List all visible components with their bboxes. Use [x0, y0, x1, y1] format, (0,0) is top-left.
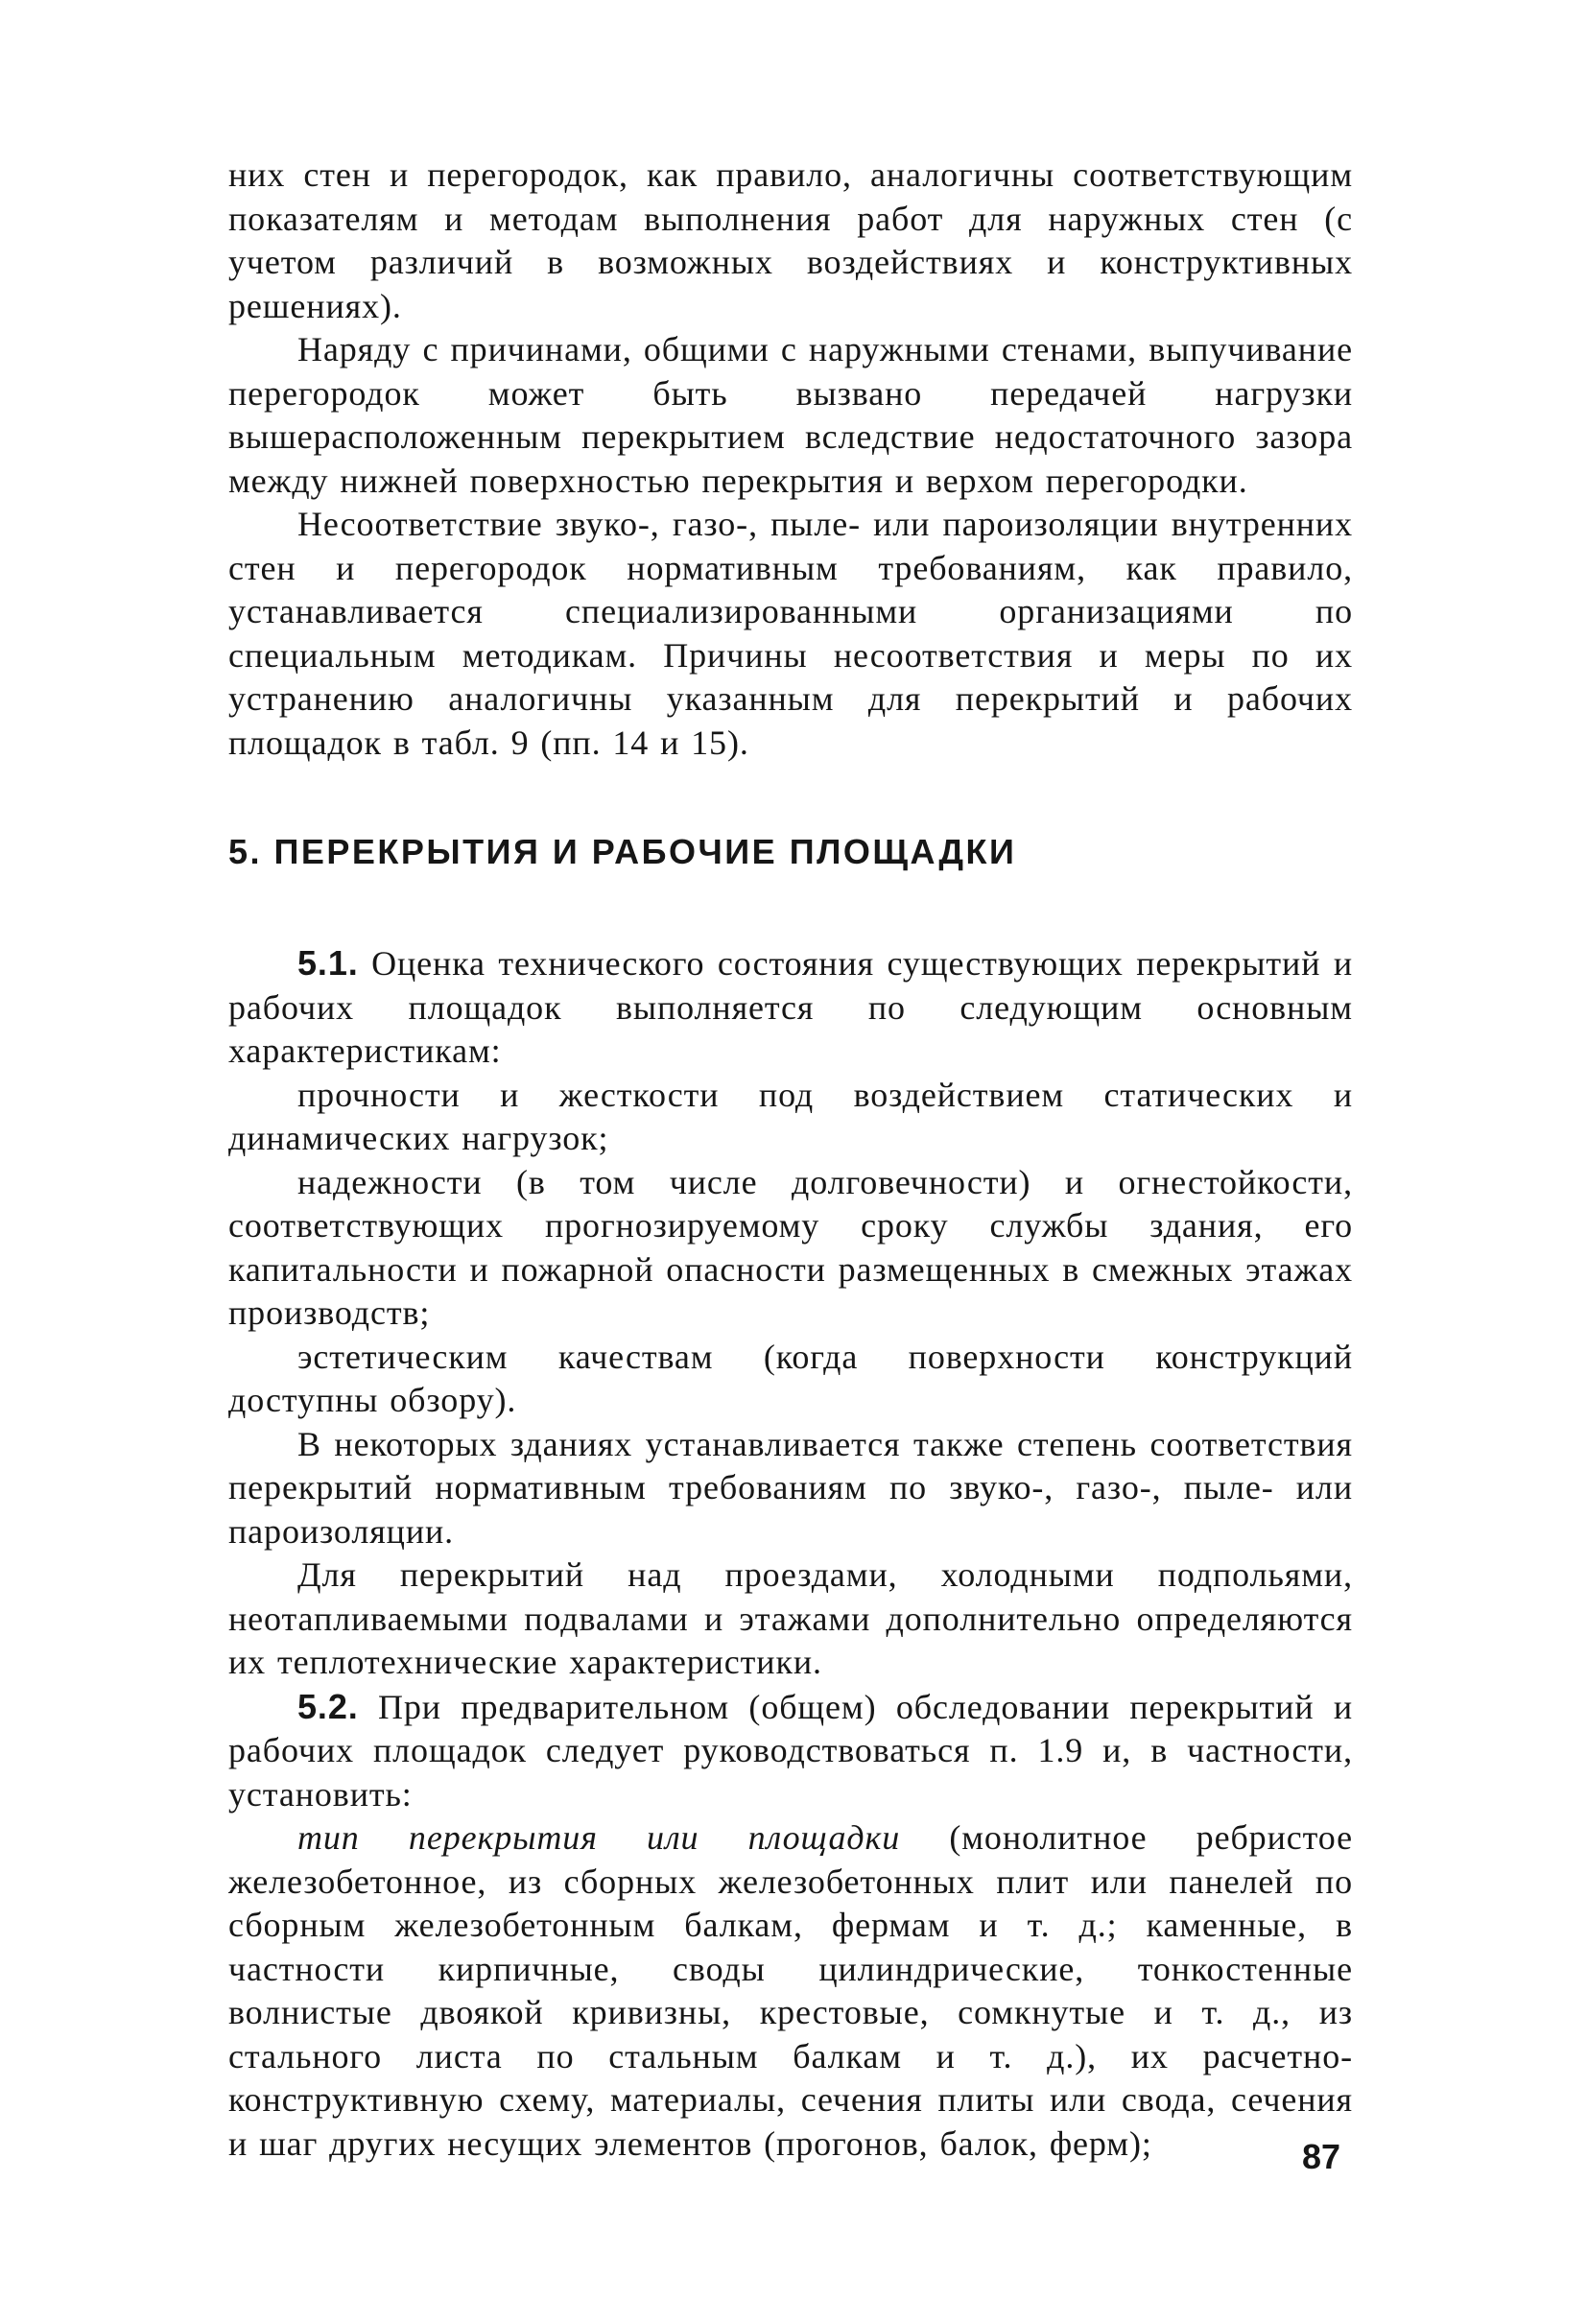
list-item-reliability: надежности (в том числе долговечности) и огнестойкости, соответствующих прогнозируемому сроку службы здания, его капитальности и пожарной опасности размещенных в смежных этажах производств;	[228, 1162, 1353, 1332]
item-5-1-text: Оценка технического состояния существующих перекрытий и рабочих площадок выполняется по следующим основным характеристикам:	[228, 944, 1353, 1070]
list-item-aesthetics: эстетическим качествам (когда поверхности конструкций доступны обзору).	[228, 1337, 1353, 1419]
paragraph-conformity: В некоторых зданиях устанавливается также степень соответствия перекрытий нормативным требованиям по звуко-, газо-, пыле- или пароизоляции.	[228, 1424, 1353, 1551]
paragraph-partition-buckling: Наряду с причинами, общими с наружными стенами, выпучивание перегородок может быть вызвано передачей нагрузки вышерасположенным перекрытием вследствие недостаточного зазора между нижней поверхностью перекрытия и верхом перегородки.	[228, 330, 1353, 500]
item-5-2	[228, 1685, 1353, 1817]
page-number: 87	[1302, 2137, 1341, 2176]
list-item-floor-type	[228, 1816, 1353, 2166]
paragraph-insulation-mismatch: Несоответствие звуко-, газо-, пыле- или пароизоляции внутренних стен и перегородок нормативным требованиям, как правило, устанавливается специализированными организациями по специальным методикам. Причины несоответствия и меры по их устранению аналогичны указанным для перекрытий и рабочих площадок в табл. 9 (пп. 14 и 15).	[228, 505, 1353, 762]
page-text-body	[228, 154, 1353, 2166]
floor-type-italic: тип перекрытия или площадки	[297, 1818, 901, 1857]
list-item-strength: прочности и жесткости под воздействием статических и динамических нагрузок;	[228, 1075, 1353, 1157]
paragraph-continuation: них стен и перегородок, как правило, аналогичны соответствующим показателям и методам выполнения работ для наружных стен (с учетом различий в возможных воздействиях и конструктивных решениях).	[228, 155, 1353, 325]
item-5-2-number: 5.2.	[297, 1686, 359, 1726]
section-heading: 5. ПЕРЕКРЫТИЯ И РАБОЧИЕ ПЛОЩАДКИ	[228, 832, 1017, 871]
paragraph-thermal: Для перекрытий над проездами, холодными подпольями, неотапливаемыми подвалами и этажами дополнительно определяются их теплотехнические характеристики.	[228, 1555, 1353, 1681]
item-5-1	[228, 941, 1353, 1074]
item-5-2-text: При предварительном (общем) обследовании перекрытий и рабочих площадок следует руководствоваться п. 1.9 и, в частности, установить:	[228, 1687, 1354, 1814]
floor-type-description: (монолитное ребристое железобетонное, из сборных железобетонных плит или панелей по сборным железобетонным балкам, фермам и т. д.; каменные, в частности кирпичные, своды цилиндрические, тонкостенные волнистые двоякой кривизны, крестовые, сомкнутые и т. д., из стального листа по стальным балкам и т. д.), их расчетно-конструктивную схему, материалы, сечения плиты или свода, сечения и шаг других несущих элементов (прогонов, балок, ферм);	[228, 1818, 1353, 2163]
item-5-1-number: 5.1.	[297, 943, 359, 983]
